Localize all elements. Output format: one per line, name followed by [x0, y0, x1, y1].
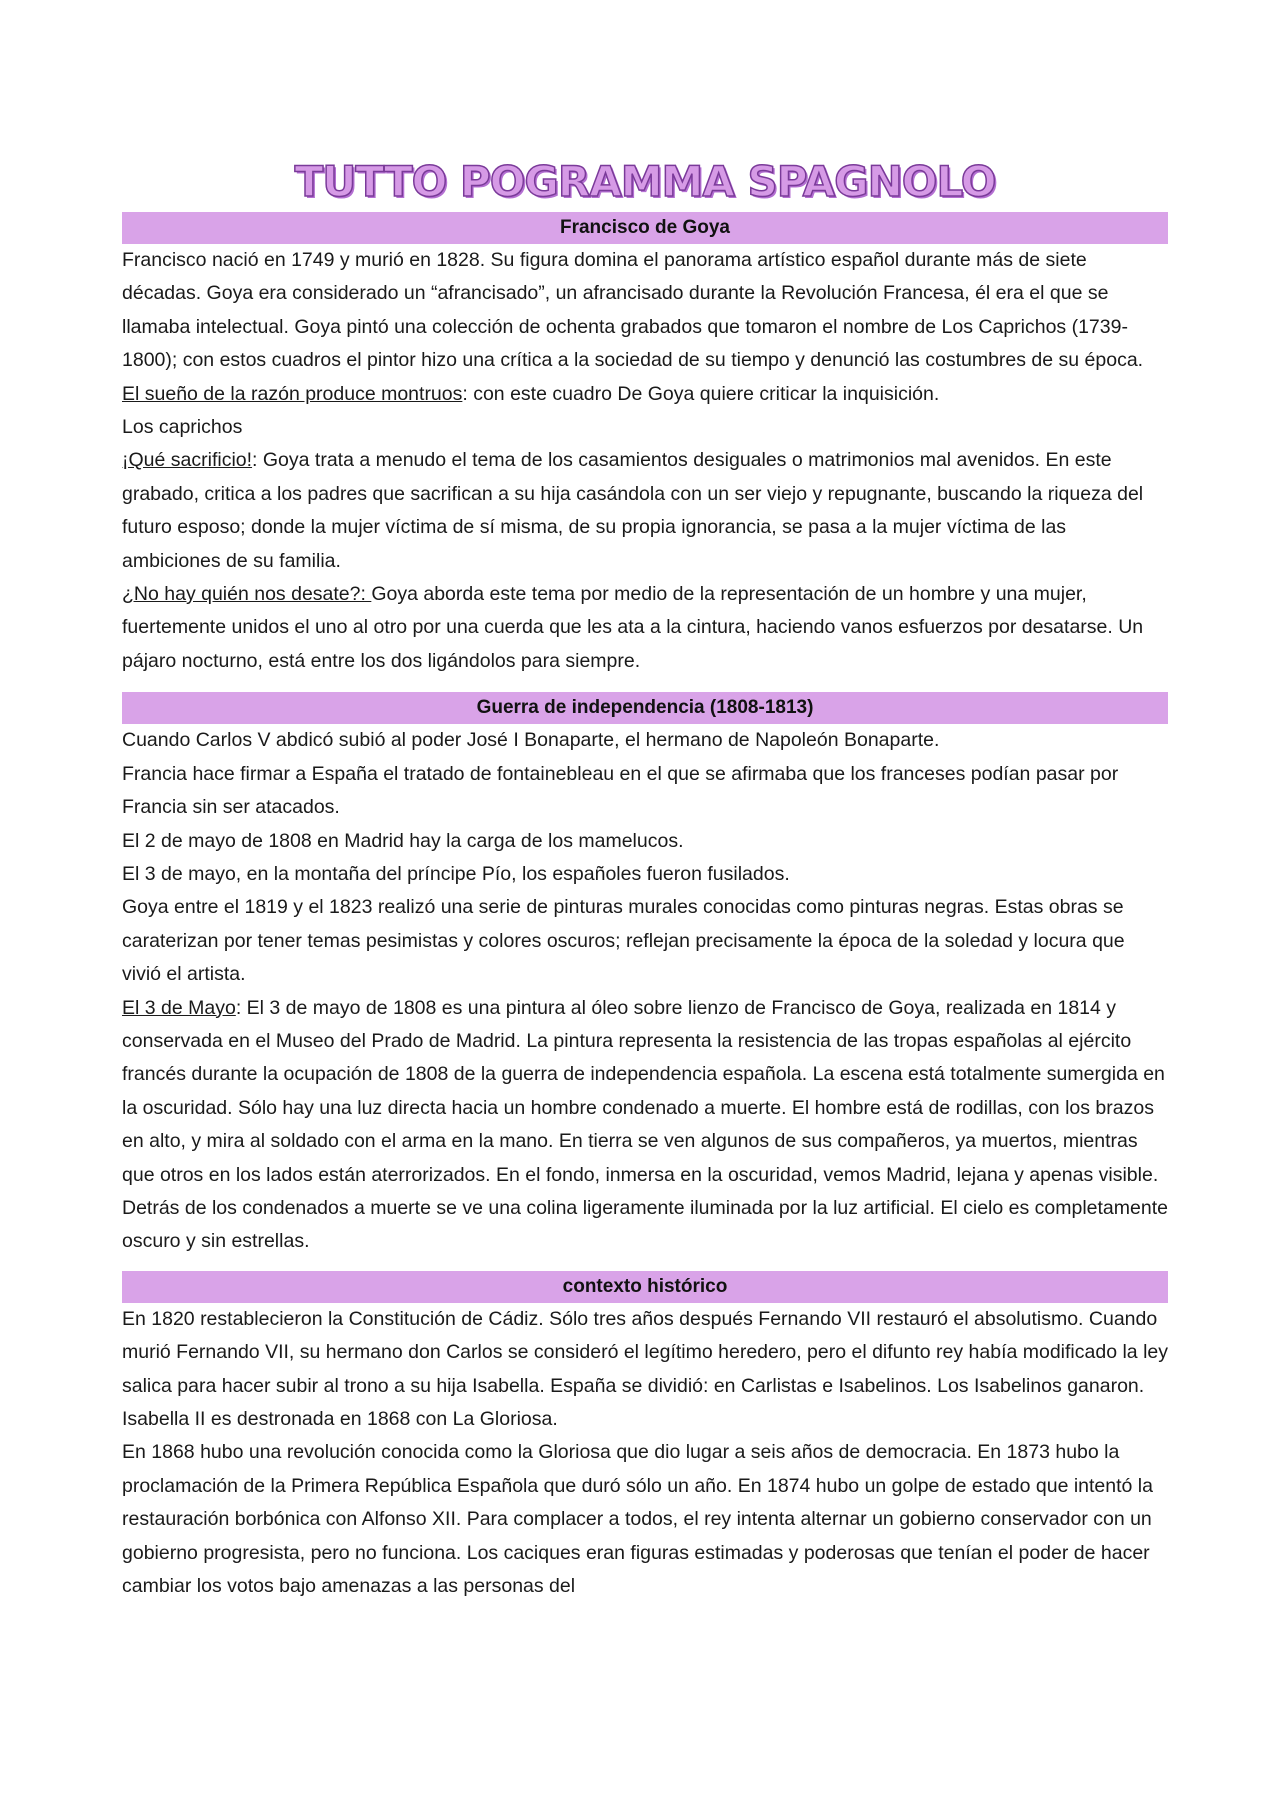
document-title: TUTTO POGRAMMA SPAGNOLO	[294, 157, 996, 206]
section-heading-contexto: contexto histórico	[122, 1271, 1168, 1303]
section-body-goya	[122, 244, 1168, 678]
desate-paragraph	[122, 578, 1168, 678]
guerra-paragraph-2: Francia hace firmar a España el tratado de fontainebleau en el que se afirmaba que los franceses podían pasar por Francia sin ser atacados.	[122, 762, 1119, 819]
section-guerra	[122, 692, 1168, 1259]
desate-title: ¿No hay quién nos desate?:	[122, 583, 372, 606]
guerra-paragraph-4: El 3 de mayo, en la montaña del príncipe Pío, los españoles fueron fusilados.	[122, 862, 790, 885]
section-spacer	[122, 678, 1168, 692]
document-page	[122, 152, 1168, 1603]
sueno-paragraph	[122, 378, 1168, 411]
sueno-title: El sueño de la razón produce montruos	[122, 382, 463, 405]
section-heading-goya: Francisco de Goya	[122, 212, 1168, 244]
sueno-text: : con este cuadro De Goya quiere criticar la inquisición.	[462, 382, 940, 405]
section-contexto	[122, 1271, 1168, 1604]
goya-intro-paragraph: Francisco nació en 1749 y murió en 1828. Su figura domina el panorama artístico español durante más de siete décadas. Goya era considerado un “afrancisado”, un afrancisado durante la Revolución Francesa, él era el que se llamaba intelectual. Goya pintó una colección de ochenta grabados que tomaron el nombre de Los Caprichos (1739-1800); con estos cuadros el pintor hizo una crítica a la sociedad de su tiempo y denunció las costumbres de su época.	[122, 249, 1144, 372]
guerra-paragraph-1: Cuando Carlos V abdicó subió al poder José I Bonaparte, el hermano de Napoleón Bonaparte.	[122, 729, 940, 752]
desate-text: Goya aborda este tema por medio de la representación de un hombre y una mujer, fuertemente unidos el uno al otro por una cuerda que les ata a la cintura, haciendo vanos esfuerzos por desatarse. Un pájaro nocturno, está entre los dos ligándolos para siempre.	[122, 583, 1144, 672]
sacrificio-paragraph	[122, 444, 1168, 578]
mayo-text: : El 3 de mayo de 1808 es una pintura al óleo sobre lienzo de Francisco de Goya, realizada en 1814 y conservada en el Museo del Prado de Madrid. La pintura representa la resistencia de las tropas españolas al ejército francés durante la ocupación de 1808 de la guerra de independencia española. La escena está totalmente sumergida en la oscuridad. Sólo hay una luz directa hacia un hombre condenado a muerte. El hombre está de rodillas, con los brazos en alto, y mira al soldado con el arma en la mano. En tierra se ven algunos de sus compañeros, ya muertos, mientras que otros en los lados están aterrorizados. En el fondo, inmersa en la oscuridad, vemos Madrid, lejana y apenas visible. Detrás de los condenados a muerte se ve una colina ligeramente iluminada por la luz artificial. El cielo es completamente oscuro y sin estrellas.	[122, 996, 1168, 1253]
section-body-contexto	[122, 1303, 1168, 1604]
contexto-paragraph-1: En 1820 restablecieron la Constitución de Cádiz. Sólo tres años después Fernando VII restauró el absolutismo. Cuando murió Fernando VII, su hermano don Carlos se consideró el legítimo heredero, pero el difunto rey había modificado la ley salica para hacer subir al trono a su hija Isabella. España se dividió: en Carlistas e Isabelinos. Los Isabelinos ganaron. Isabella II es destronada en 1868 con La Gloriosa.	[122, 1307, 1168, 1430]
sacrificio-text: : Goya trata a menudo el tema de los casamientos desiguales o matrimonios mal avenidos. En este grabado, critica a los padres que sacrifican a su hija casándola con un ser viejo y repugnante, buscando la riqueza del futuro esposo; donde la mujer víctima de sí misma, de su propia ignorancia, se pasa a la mujer víctima de las ambiciones de su familia.	[122, 449, 1144, 572]
caprichos-label: Los caprichos	[122, 416, 243, 439]
contexto-paragraph-2: En 1868 hubo una revolución conocida como la Gloriosa que dio lugar a seis años de democracia. En 1873 hubo la proclamación de la Primera República Española que duró sólo un año. En 1874 hubo un golpe de estado que intentó la restauración borbónica con Alfonso XII. Para complacer a todos, el rey intenta alternar un gobierno conservador con un gobierno progresista, pero no funciona. Los caciques eran figuras estimadas y poderosas que tenían el poder de hacer cambiar los votos bajo amenazas a las personas del	[122, 1441, 1153, 1598]
mayo-paragraph	[122, 992, 1168, 1259]
sacrificio-title: ¡Qué sacrificio!	[122, 449, 253, 472]
section-heading-guerra: Guerra de independencia (1808-1813)	[122, 692, 1168, 724]
section-goya	[122, 212, 1168, 678]
mayo-title: El 3 de Mayo	[122, 996, 236, 1019]
section-body-guerra	[122, 724, 1168, 1259]
guerra-paragraph-5: Goya entre el 1819 y el 1823 realizó una serie de pinturas murales conocidas como pinturas negras. Estas obras se caraterizan por tener temas pesimistas y colores oscuros; reflejan precisamente la época de la soledad y locura que vivió el artista.	[122, 896, 1125, 986]
guerra-paragraph-3: El 2 de mayo de 1808 en Madrid hay la carga de los mamelucos.	[122, 829, 684, 852]
section-spacer	[122, 1259, 1168, 1271]
